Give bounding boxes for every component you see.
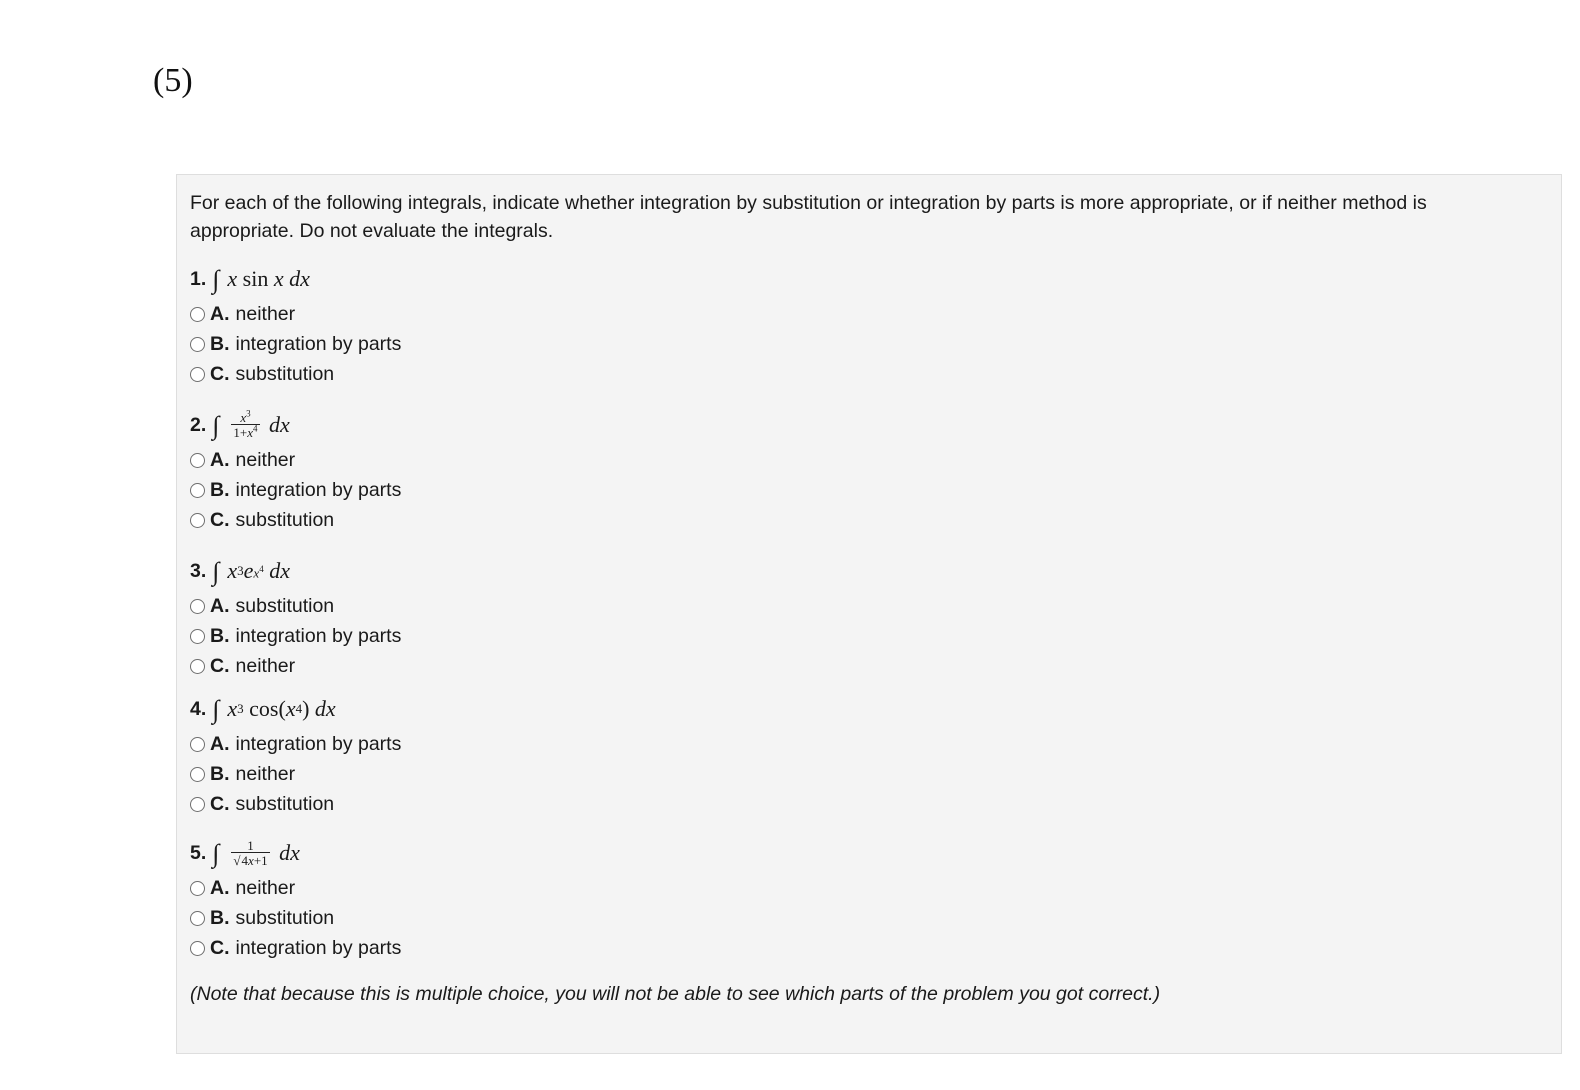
instructions: For each of the following integrals, indicate whether integration by substitution or integration by parts is more appropriate, or if neither method is appropriate. Do not evaluate the integrals. [190,192,1427,242]
option-c[interactable] [190,651,1549,681]
option-label: integration by parts [235,478,402,501]
option-label: integration by parts [235,732,402,755]
question-panel [176,174,1562,1054]
option-label: substitution [235,906,335,929]
option-a[interactable] [190,445,1549,475]
question-5 [190,833,1549,963]
radio-button[interactable] [190,911,205,926]
radio-button[interactable] [190,629,205,644]
problem-number: (5) [153,62,193,99]
option-letter: A. [210,302,230,325]
option-label: neither [235,876,296,899]
option-label: substitution [235,792,335,815]
option-letter: B. [210,624,230,647]
option-letter: A. [210,448,230,471]
question-number: 5. [190,841,207,864]
option-b[interactable] [190,903,1549,933]
question-2 [190,405,1549,535]
option-letter: C. [210,654,230,677]
option-c[interactable] [190,359,1549,389]
integral-expression: ∫ x 3 cos( x 4 ) dx [212,695,336,724]
option-c[interactable] [190,505,1549,535]
option-letter: C. [210,936,230,959]
integral-expression: ∫ x 3 e $x^4$ dx [212,557,290,586]
option-a[interactable] [190,299,1549,329]
option-a[interactable] [190,591,1549,621]
option-label: neither [235,448,296,471]
radio-button[interactable] [190,337,205,352]
question-number: 2. [190,413,207,436]
question-header [190,405,1549,445]
option-a[interactable] [190,873,1549,903]
option-label: neither [235,654,296,677]
integral-expression: ∫ x sin x dx [212,265,310,294]
option-label: substitution [235,594,335,617]
radio-button[interactable] [190,599,205,614]
option-letter: A. [210,876,230,899]
integral-expression: ∫ $\frac{x^3}{1+x^4}$ dx [212,408,290,440]
option-letter: C. [210,362,230,385]
question-number: 1. [190,267,207,290]
option-letter: C. [210,792,230,815]
question-header [190,689,1549,729]
option-label: integration by parts [235,624,402,647]
question-4 [190,689,1549,819]
option-letter: B. [210,906,230,929]
question-number: 3. [190,559,207,582]
radio-button[interactable] [190,941,205,956]
radio-button[interactable] [190,307,205,322]
multiple-choice-note: (Note that because this is multiple choice, you will not be able to see which parts of the problem you got correct.) [190,983,1161,1005]
option-b[interactable] [190,329,1549,359]
option-label: neither [235,762,296,785]
option-letter: C. [210,508,230,531]
option-c[interactable] [190,933,1549,963]
option-label: neither [235,302,296,325]
question-header [190,833,1549,873]
option-c[interactable] [190,789,1549,819]
radio-button[interactable] [190,767,205,782]
option-label: integration by parts [235,936,402,959]
option-letter: B. [210,478,230,501]
option-b[interactable] [190,475,1549,505]
radio-button[interactable] [190,483,205,498]
radio-button[interactable] [190,881,205,896]
option-b[interactable] [190,759,1549,789]
radio-button[interactable] [190,737,205,752]
option-b[interactable] [190,621,1549,651]
option-label: integration by parts [235,332,402,355]
option-letter: B. [210,332,230,355]
question-header [190,259,1549,299]
integral-expression: ∫ $\frac{1}{√4x+1}$ dx [212,838,300,868]
option-label: substitution [235,362,335,385]
option-letter: B. [210,762,230,785]
radio-button[interactable] [190,659,205,674]
question-1 [190,259,1549,389]
option-a[interactable] [190,729,1549,759]
option-label: substitution [235,508,335,531]
option-letter: A. [210,594,230,617]
radio-button[interactable] [190,797,205,812]
option-letter: A. [210,732,230,755]
question-header [190,551,1549,591]
radio-button[interactable] [190,367,205,382]
question-number: 4. [190,697,207,720]
question-3 [190,551,1549,681]
radio-button[interactable] [190,513,205,528]
radio-button[interactable] [190,453,205,468]
